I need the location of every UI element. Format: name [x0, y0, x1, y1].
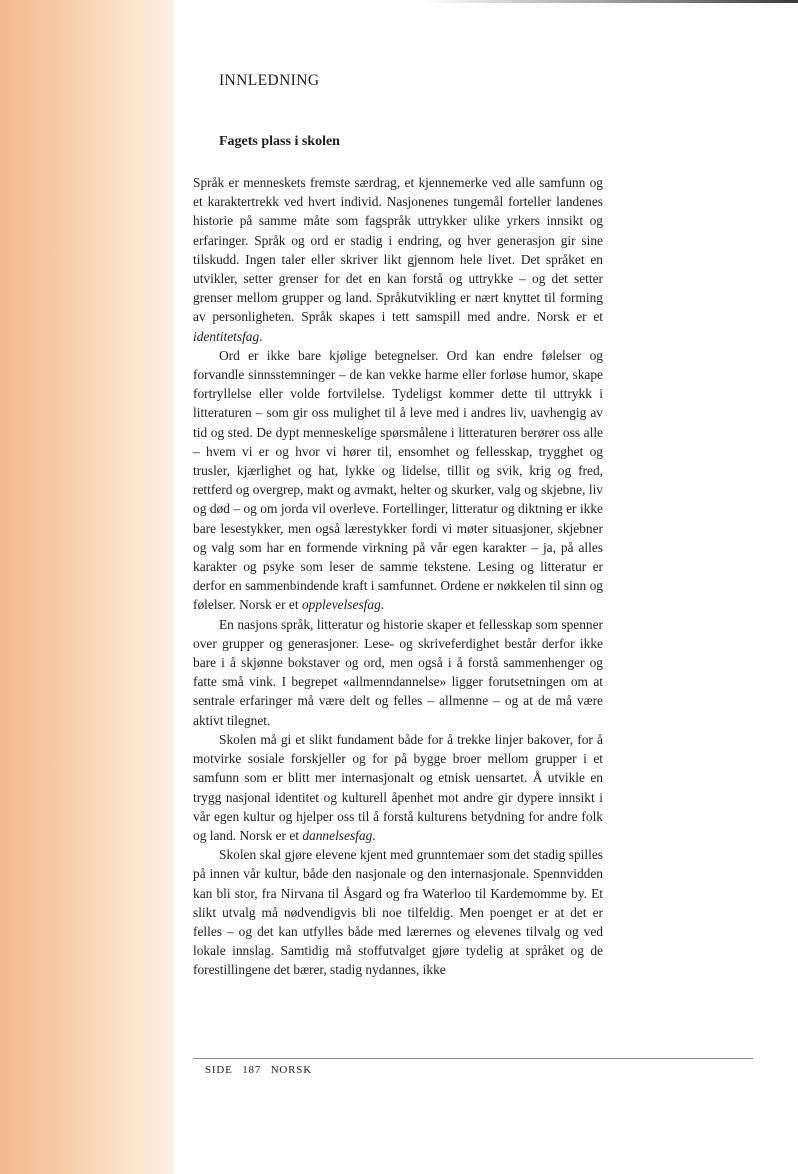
emphasis-term: dannelsesfag	[302, 827, 373, 843]
footer-side-label: SIDE	[205, 1064, 233, 1076]
paragraph-text: Skolen må gi et slikt fundament både for å trekke linjer bakover, for å motvirke sosiale forskjeller og for på bygge broer mellom grupper i et samfunn som er blitt mer internasjonalt og etnisk uensartet. Å utvikle en trygg nasjonal identitet og kulturell åpenhet mot andre gir dypere innsikt i vår egen kultur og hjelper oss til å forstå kulturens betydning for andre folk og land. Norsk er et	[193, 731, 603, 843]
paragraph	[193, 173, 603, 346]
document-page	[193, 0, 753, 1174]
chapter-title: INNLEDNING	[219, 72, 320, 89]
body-text	[193, 173, 603, 980]
paragraph-text: En nasjons språk, litteratur og historie skaper et fellesskap som spenner over grupper og generasjoner. Lese- og skriveferdighet består derfor ikke bare i å skjønne bokstaver og ord, men også i å forstå sammenhenger og fatte små vink. I begrepet «allmenndannelse» ligger forutsetningen om at sentrale erfaringer må være delt og felles – allmenne – og at de må være aktivt tilegnet.	[193, 616, 603, 728]
emphasis-term: identitetsfag	[193, 328, 260, 344]
footer-rule	[193, 1058, 753, 1059]
paragraph-end: .	[259, 328, 263, 344]
paragraph-text: Ord er ikke bare kjølige betegnelser. Ord kan endre følelser og forvandle sinnsstemninger – de kan vekke harme eller forløse humor, skape fortryllelse eller volde fortvilelse. Tydeligst kommer dette til uttrykk i litteraturen – som gir oss mulighet til å leve med i andres liv, uavhengig av tid og sted. De dypt menneskelige spørsmålene i litteraturen berører oss alle – hvem vi er og hvor vi hører til, ensomhet og fellesskap, trygghet og trusler, kjærlighet og hat, lykke og lidelse, tillit og svik, krig og fred, rettferd og overgrep, makt og avmakt, helter og skurker, valg og skjebne, liv og død – og om jorda vil overleve. Fortellinger, litteratur og diktning er ikke bare lesestykker, men også lærestykker fordi vi møter situasjoner, skjebner og valg som har en formende virkning på vår egen karakter – ja, på alles karakter og psyke som leser de samme tekstene. Lesing og litteratur er derfor en sammenbindende kraft i samfunnet. Ordene er nøkkelen til sinn og følelser. Norsk er et	[193, 347, 603, 613]
paragraph-text: Skolen skal gjøre elevene kjent med grunntemaer som det stadig spilles på innen vår kultur, både den nasjonale og den internasjonale. Spennvidden kan bli stor, fra Nirvana til Åsgard og fra Waterloo til Kardemomme by. Et slikt utvalg må nødvendigvis bli noe tilfeldig. Men poenget er at det er felles – og det kan utfylles både med lærernes og elevenes tilvalg og ved lokale innslag. Samtidig må stoffutvalget gjøre tydelig at språket og de forestillingene det bærer, stadig nydannes, ikke	[193, 847, 603, 978]
emphasis-term: opplevelsesfag	[301, 597, 381, 613]
paragraph-end: .	[372, 827, 376, 843]
section-title: Fagets plass i skolen	[219, 134, 340, 149]
page-gutter	[0, 0, 173, 1174]
paragraph	[193, 730, 603, 845]
footer-page-number: 187	[242, 1064, 262, 1076]
footer-subject: NORSK	[270, 1064, 312, 1076]
paragraph	[193, 615, 603, 730]
paragraph	[193, 346, 603, 615]
paragraph-text: Språk er menneskets fremste særdrag, et kjennemerke ved alle samfunn og et karaktertrekk ved hvert individ. Nasjonenes tungemål forteller landenes historie på samme måte som fagspråk uttrykker ulike yrkers innsikt og erfaringer. Språk og ord er stadig i endring, og hver generasjon gir sine tilskudd. Ingen taler eller skriver likt gjennom hele livet. Det språket en utvikler, setter grenser for det en kan forstå og uttrykke – og det setter grenser mellom grupper og land. Språkutvikling er nært knyttet til forming av personligheten. Språk skapes i tett samspill med andre. Norsk er et	[193, 175, 603, 325]
paragraph	[193, 845, 603, 979]
paragraph-end: .	[380, 597, 385, 613]
page-footer	[205, 1064, 318, 1076]
